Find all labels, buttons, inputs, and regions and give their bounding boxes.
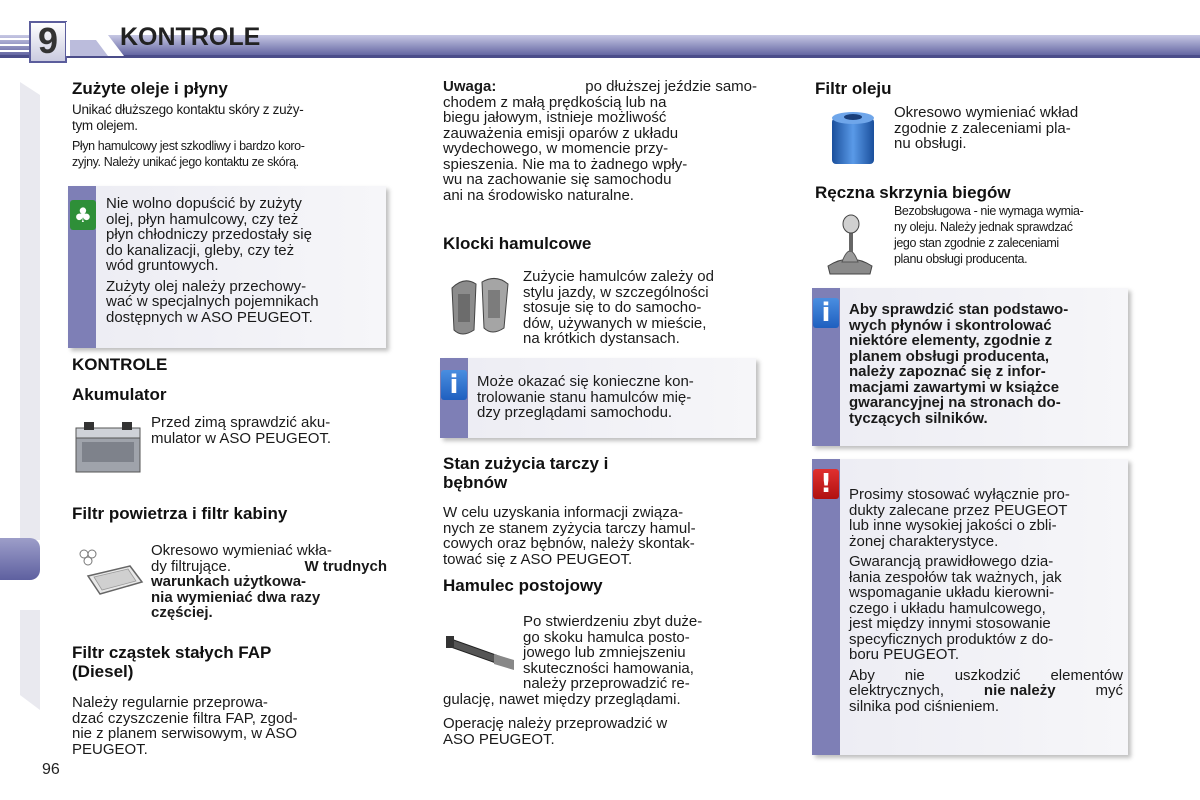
text-line: jego stan zgodnie z zaleceniami <box>894 236 1059 250</box>
text-line: Okresowo wymieniać wkła- <box>151 542 332 559</box>
parking-brake-text <box>523 614 757 692</box>
text-line: boru PEUGEOT. <box>849 646 960 663</box>
text-line: go skoku hamulca posto- <box>523 628 690 646</box>
text-line: Bezobsługowa - nie wymaga wymia- <box>894 204 1084 218</box>
gear-lever-icon <box>820 212 880 276</box>
battery-text <box>151 415 387 446</box>
text-line: chodem z małą prędkością lub na <box>443 93 667 111</box>
text-line: PEUGEOT. <box>72 740 148 758</box>
text-line: macjami zawartymi w książce <box>849 378 1060 396</box>
text-line: ny oleju. Należy jednak sprawdzać <box>894 220 1073 234</box>
heading-line: (Diesel) <box>72 662 134 681</box>
page-number: 96 <box>42 761 60 778</box>
parking-brake-icon <box>444 624 516 674</box>
text-line: dzy przeglądami samochodu. <box>477 404 673 421</box>
oils-text-2 <box>72 138 386 170</box>
fluids-info-box <box>812 288 1128 446</box>
text-line: dów, używanych w mieście, <box>523 314 707 332</box>
heading-oil-filter: Filtr oleju <box>815 79 892 98</box>
chapter-number: 9 <box>37 20 59 61</box>
note-label: Uwaga: <box>443 78 497 95</box>
text-line: Prosimy stosować wyłącznie pro- <box>849 486 1070 503</box>
text-line: czego i układu hamulcowego, <box>849 599 1046 617</box>
fluids-info-text <box>849 302 1123 426</box>
text-line: Należy regularnie przeprowa- <box>72 694 268 711</box>
heading-line: Stan zużycia tarczy i <box>443 454 609 473</box>
heading-line: Filtr cząstek stałych FAP <box>72 643 272 662</box>
heading-brake-pads: Klocki hamulcowe <box>443 234 592 253</box>
text-line: stosuje się to do samocho- <box>523 299 702 316</box>
text-line <box>151 559 387 575</box>
discs-text <box>443 505 757 567</box>
text-line <box>849 683 1123 699</box>
text-line: planem obsługi producenta, <box>849 347 1050 365</box>
text-line: Operację należy przeprowadzić w <box>443 715 668 732</box>
text-line: dzać czyszczenie filtra FAP, zgod- <box>72 709 298 727</box>
info-icon: i <box>813 298 839 328</box>
text-line: tować się z ASO PEUGEOT. <box>443 550 633 568</box>
text-fragment: dy filtrujące. <box>151 557 232 575</box>
text-line: jest między innymi stosowanie <box>849 615 1051 632</box>
active-chapter-tab[interactable] <box>0 538 40 580</box>
fap-text <box>72 695 385 757</box>
text-line: ani na środowisko naturalne. <box>443 186 634 204</box>
text-fragment-bold: W trudnych <box>304 557 387 575</box>
text-line: trolowanie stanu hamulców mię- <box>477 388 692 406</box>
text-line: planu obsługi producenta. <box>894 252 1028 266</box>
page-title: KONTROLE <box>120 23 261 51</box>
heading-air-filter: Filtr powietrza i filtr kabiny <box>72 504 288 523</box>
text-line <box>443 79 757 95</box>
text-line: biegu jałowym, istnieje możliwość <box>443 109 667 126</box>
brake-pads-icon <box>444 272 514 344</box>
info-icon: i <box>441 370 467 400</box>
oils-text-1 <box>72 102 386 134</box>
text-line: Po stwierdzeniu zbyt duże- <box>523 613 703 630</box>
text-line: Zużyty olej należy przechowy- <box>106 277 307 295</box>
brake-info-box <box>440 358 756 438</box>
heading-gearbox: Ręczna skrzynia biegów <box>815 183 1011 202</box>
text-line: należy zapoznać się z infor- <box>849 363 1046 380</box>
oil-filter-text <box>894 105 1128 152</box>
box-accent-bar <box>812 459 840 755</box>
text-line: wód gruntowych. <box>106 257 219 274</box>
warning-text <box>849 487 1123 714</box>
brake-info-text <box>477 374 751 421</box>
text-fragment: po dłuższej jeździe samo- <box>585 78 757 95</box>
section-title: KONTROLE <box>72 355 168 374</box>
text-line: wspomaganie układu kierowni- <box>849 584 1055 601</box>
text-line: niektóre elementy, zgodnie z <box>849 332 1053 349</box>
text-line: dukty zalecane przez PEUGEOT <box>849 501 1068 519</box>
heading-used-oils: Zużyte oleje i płyny <box>72 79 228 98</box>
text-line: Aby sprawdzić stan podstawo- <box>849 301 1069 318</box>
text-line: cowych oraz bębnów, należy skontak- <box>443 535 695 552</box>
text-line: łania zespołów tak ważnych, jak <box>849 568 1062 586</box>
text-line: ASO PEUGEOT. <box>443 730 555 748</box>
text-fragment-bold: nie należy <box>983 682 1056 699</box>
text-line-bold: warunkach użytkowa- <box>151 573 307 590</box>
text-line: nu obsługi. <box>894 135 967 152</box>
text-line: Przed zimą sprawdzić aku- <box>151 414 331 431</box>
text-line: stylu jazdy, w szczególności <box>523 283 709 301</box>
warning-icon: ! <box>813 469 839 499</box>
text-line: Aby nie uszkodzić elementów <box>849 666 1123 684</box>
text-line: spieszenia. Nie ma to żadnego wpły- <box>443 155 688 173</box>
text-line: wydechowego, w momencie przy- <box>443 140 669 157</box>
text-line: żonej charakterystyce. <box>849 532 999 550</box>
text-line: tyczących silników. <box>849 409 988 427</box>
text-line: nych ze stanem zyżycia tarczy hamul- <box>443 519 696 537</box>
heading-discs <box>443 454 608 492</box>
text-line: płyn chłodniczy przedostały się <box>106 226 312 243</box>
oil-filter-icon <box>826 108 882 168</box>
brake-pads-text <box>523 269 757 347</box>
text-line: gwarancyjnej na stronach do- <box>849 394 1061 411</box>
text-line: specyficznych produktów z do- <box>849 630 1054 648</box>
text-line: zgodnie z zaleceniami pla- <box>894 119 1071 137</box>
text-line: dostępnych w ASO PEUGEOT. <box>106 308 313 326</box>
gearbox-text <box>894 203 1128 267</box>
text-line: zauważenia emisji oparów z układu <box>443 124 679 142</box>
text-line: do kanalizacji, gleby, czy też <box>106 241 295 259</box>
text-line: Zużycie hamulców zależy od <box>523 268 714 285</box>
text-line: wu na zachowanie się samochodu <box>443 171 672 188</box>
text-line: tym olejem. <box>72 118 138 133</box>
parking-brake-text-2 <box>443 716 757 747</box>
parking-brake-text-last: gulację, nawet między przeglądami. <box>443 691 681 708</box>
text-line: Płyn hamulcowy jest szkodliwy i bardzo koro- <box>72 139 305 153</box>
text-line: skuteczności hamowania, <box>523 659 694 677</box>
text-line: W celu uzyskania informacji związa- <box>443 504 684 521</box>
heading-fap <box>72 643 271 681</box>
air-filter-icon <box>74 546 144 600</box>
air-filter-text <box>151 543 387 621</box>
text-line: wych płynów i skontrolować <box>849 316 1052 334</box>
note-text <box>443 79 757 203</box>
text-fragment: elektrycznych, <box>849 682 945 699</box>
tree-icon: ♣ <box>70 200 96 230</box>
text-line: należy przeprowadzić re- <box>523 675 690 692</box>
text-line: Może okazać się konieczne kon- <box>477 373 694 390</box>
text-line: Gwarancją prawidłowego dzia- <box>849 553 1054 570</box>
text-line: nie z planem serwisowym, w ASO <box>72 725 298 742</box>
environment-note-box <box>68 186 386 348</box>
text-line: wać w specjalnych pojemnikach <box>106 293 319 310</box>
text-line: zyjny. Należy unikać jego kontaktu ze skórą. <box>72 155 299 169</box>
text-fragment: myć <box>1095 682 1123 699</box>
text-line: na krótkich dystansach. <box>523 330 680 347</box>
warning-box <box>812 459 1128 755</box>
chapter-side-tabs <box>18 70 44 720</box>
heading-parking-brake: Hamulec postojowy <box>443 576 603 595</box>
text-line-bold: nia wymieniać dwa razy <box>151 588 321 606</box>
heading-battery: Akumulator <box>72 385 167 404</box>
heading-line: bębnów <box>443 473 508 492</box>
text-line: Okresowo wymieniać wkład <box>894 104 1079 121</box>
text-line: Nie wolno dopuścić by zużyty <box>106 195 302 212</box>
text-line: jowego lub zmniejszeniu <box>523 644 686 661</box>
environment-note-text <box>106 196 380 325</box>
text-line: lub inne wysokiej jakości o zbli- <box>849 517 1057 534</box>
text-line: mulator w ASO PEUGEOT. <box>151 429 332 447</box>
text-line: silnika pod ciśnieniem. <box>849 697 1000 715</box>
text-line: Unikać dłuższego kontaktu skóry z zuży- <box>72 102 304 117</box>
text-line: olej, płyn hamulcowy, czy też <box>106 210 299 228</box>
text-line-bold: częściej. <box>151 604 213 621</box>
battery-icon <box>72 418 144 476</box>
